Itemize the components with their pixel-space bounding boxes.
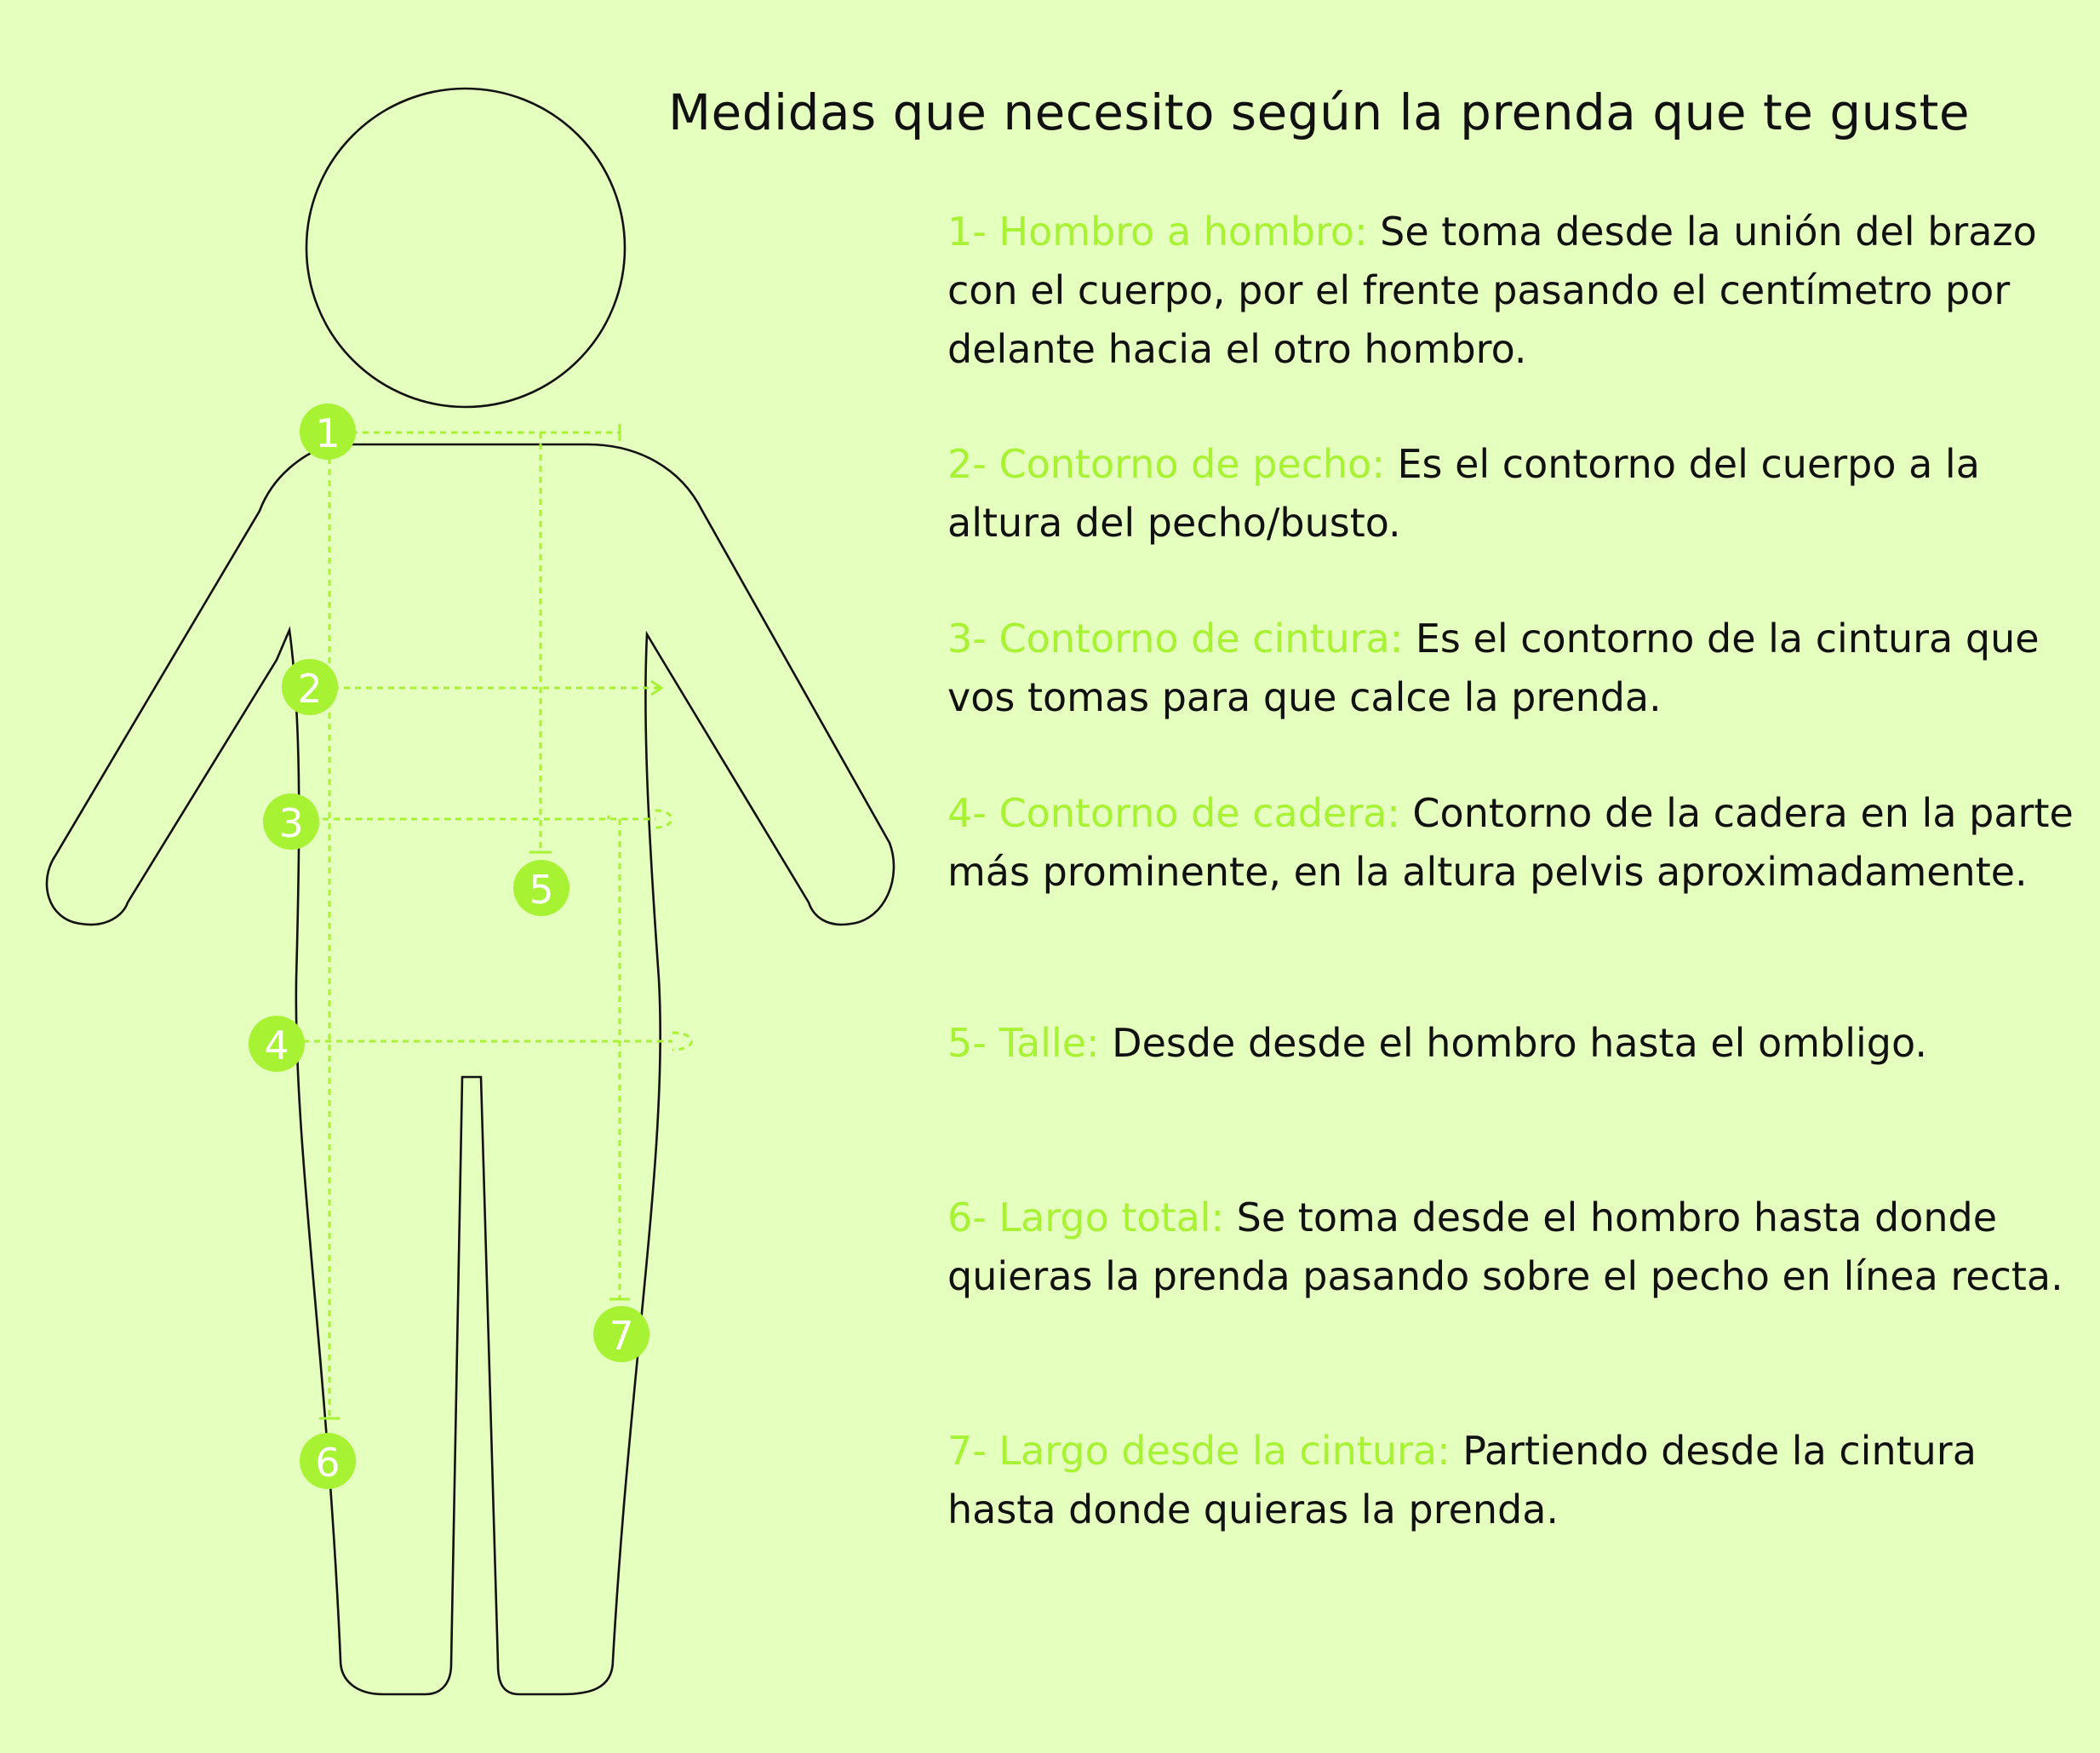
- svg-text:6: 6: [315, 1440, 340, 1486]
- marker-3: [263, 793, 319, 850]
- measurement-text: Contorno de la cadera en la parte más prominente, en la altura pelvis aproximadamente.: [947, 790, 2074, 895]
- measurement-item-1: [947, 203, 2088, 379]
- measurement-item-6: [947, 1189, 2088, 1306]
- measurement-label: 1- Hombro a hombro:: [947, 209, 1368, 255]
- measurement-item-4: [947, 784, 2088, 902]
- measurement-label: 5- Talle:: [947, 1020, 1100, 1066]
- measurement-text: Partiendo desde la cintura hasta donde quieras la prenda.: [947, 1428, 1977, 1532]
- body-measurement-figure: [0, 0, 936, 1753]
- measurement-text: Desde desde el hombro hasta el ombligo.: [1099, 1020, 1927, 1066]
- svg-text:5: 5: [529, 867, 554, 913]
- marker-4: [249, 1016, 305, 1072]
- svg-text:2: 2: [297, 666, 323, 712]
- measurement-item-5: [947, 1014, 2088, 1073]
- measurement-text: Se toma desde la unión del brazo con el cuerpo, por el frente pasando el centímetro por delante hacia el otro hombro.: [947, 209, 2037, 372]
- figure-head: [306, 89, 625, 407]
- measurement-text: Es el contorno del cuerpo a la altura del pecho/busto.: [947, 441, 1980, 546]
- marker-5: [513, 860, 569, 916]
- measurement-label: 4- Contorno de cadera:: [947, 790, 1400, 836]
- marker-6: [300, 1433, 356, 1489]
- marker-1: [300, 404, 356, 460]
- measurement-item-2: [947, 435, 2088, 553]
- svg-text:3: 3: [278, 800, 304, 846]
- measurement-label: 3- Contorno de cintura:: [947, 616, 1404, 662]
- page-title: Medidas que necesito según la prenda que te guste: [668, 83, 1971, 141]
- marker-7: [593, 1306, 649, 1362]
- svg-text:7: 7: [609, 1313, 634, 1359]
- measurement-text: Se toma desde el hombro hasta donde quieras la prenda pasando sobre el pecho en línea recta.: [947, 1194, 2063, 1299]
- measurement-label: 2- Contorno de pecho:: [947, 441, 1385, 487]
- svg-text:4: 4: [264, 1023, 289, 1068]
- measurement-label: 6- Largo total:: [947, 1194, 1225, 1240]
- marker-2: [282, 659, 338, 715]
- measurement-item-3: [947, 610, 2088, 727]
- measurement-item-7: [947, 1422, 2088, 1539]
- measurement-text: Es el contorno de la cintura que vos tomas para que calce la prenda.: [947, 616, 2040, 720]
- measurement-label: 7- Largo desde la cintura:: [947, 1428, 1451, 1474]
- svg-text:1: 1: [315, 410, 340, 456]
- figure-body: [47, 444, 894, 1694]
